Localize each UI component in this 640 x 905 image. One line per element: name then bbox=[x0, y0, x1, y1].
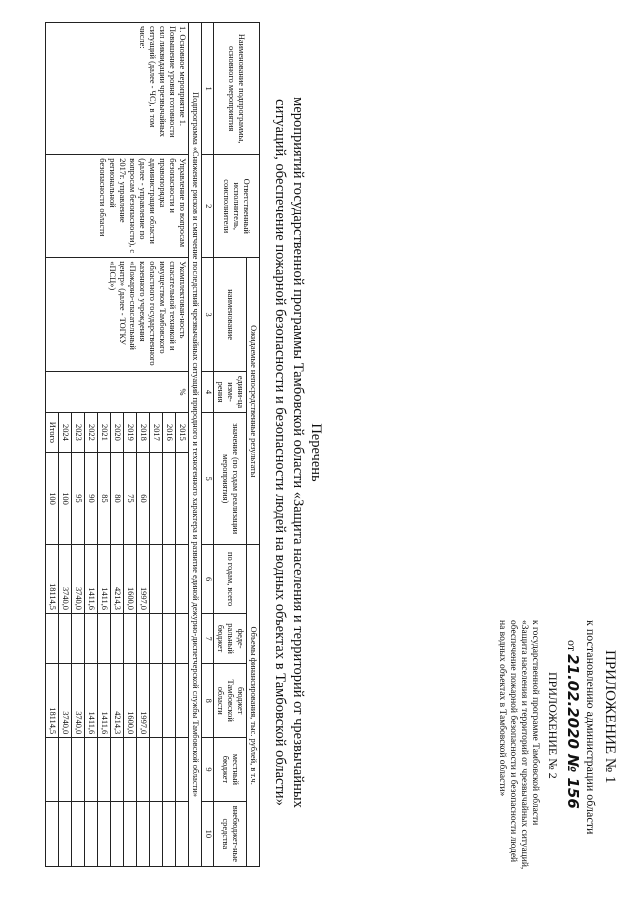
row-regional: 1997,0 bbox=[137, 664, 150, 738]
main-measure-name: 1. Основное мероприятие 1. Повышение уровня готовности сил ликвидации чрезвычайных ситуаций (далее - ЧС), в том числе: bbox=[46, 23, 189, 155]
col-num: 7 bbox=[202, 613, 214, 663]
col-num: 1 bbox=[202, 23, 214, 155]
row-extra bbox=[59, 801, 72, 866]
row-extra bbox=[137, 801, 150, 866]
row-total: 1411,6 bbox=[98, 545, 111, 614]
row-year: 2023 bbox=[72, 413, 85, 453]
row-year: 2020 bbox=[111, 413, 124, 453]
row-value: 95 bbox=[72, 452, 85, 545]
col-num: 10 bbox=[202, 801, 214, 866]
row-value: 90 bbox=[85, 452, 98, 545]
row-federal bbox=[72, 613, 85, 663]
document-subtitle-1: мероприятий государственной программы Тамбовской области «Защита населения и территорий от чрезвычайных bbox=[290, 97, 306, 808]
document-subtitle-2: ситуаций, обеспечение пожарной безопасности и безопасности людей на водных объектах в Тамбовской области» bbox=[272, 99, 288, 806]
row-local bbox=[98, 738, 111, 801]
col-num: 2 bbox=[202, 155, 214, 258]
row-extra bbox=[46, 801, 59, 866]
row-total bbox=[163, 545, 176, 614]
col-num: 6 bbox=[202, 545, 214, 614]
row-regional: 3740,0 bbox=[59, 664, 72, 738]
header-expected-results: Ожидаемые непосредственные результаты bbox=[247, 258, 260, 545]
table-row bbox=[176, 23, 189, 867]
decree-date-line bbox=[564, 640, 582, 809]
row-year: 2015 bbox=[176, 413, 189, 453]
header-extrabudget: внебюджет-ные средства bbox=[214, 801, 247, 866]
row-federal bbox=[137, 613, 150, 663]
subprogram-title: Подпрограмма «Снижение рисков и смягчение последствий чрезвычайных ситуаций природного и техногенного характера и развитие единой дежурно-диспетчерской службы Тамбовской области» bbox=[189, 23, 202, 867]
document-title: Перечень bbox=[308, 423, 324, 482]
col-num: 9 bbox=[202, 738, 214, 801]
row-regional: 1411,6 bbox=[85, 664, 98, 738]
row-local bbox=[137, 738, 150, 801]
program-note-3: обеспечение пожарной безопасности и безопасности людей bbox=[508, 620, 518, 863]
row-federal bbox=[98, 613, 111, 663]
row-value: 80 bbox=[111, 452, 124, 545]
appendix-1-label: ПРИЛОЖЕНИЕ № 1 bbox=[602, 650, 618, 784]
row-year: 2024 bbox=[59, 413, 72, 453]
row-value bbox=[150, 452, 163, 545]
row-total: 18114,5 bbox=[46, 545, 59, 614]
row-total: 4214,3 bbox=[111, 545, 124, 614]
row-regional bbox=[176, 664, 189, 738]
handwritten-date-signature: 21.02.2020 № 156 bbox=[564, 654, 582, 809]
header-regional: бюджет Тамбовской области bbox=[214, 664, 247, 738]
row-regional: 1411,6 bbox=[98, 664, 111, 738]
row-extra bbox=[124, 801, 137, 866]
row-local bbox=[111, 738, 124, 801]
header-responsible: Ответственный исполнитель, соисполнители bbox=[214, 155, 260, 258]
row-value: 100 bbox=[59, 452, 72, 545]
row-regional: 3740,0 bbox=[72, 664, 85, 738]
row-value: 60 bbox=[137, 452, 150, 545]
row-extra bbox=[150, 801, 163, 866]
program-note-1: к государственной программе Тамбовской области bbox=[530, 620, 540, 826]
row-regional: 4214,3 bbox=[111, 664, 124, 738]
indicator-name: Укомплектован-ность спасательной техникой и имуществом Тамбовского областного государственного казенного учреждения «Пожарно-спасательный центр» (далее - ТОГКУ «ПСЦ») bbox=[46, 258, 189, 372]
indicator-unit: % bbox=[46, 371, 189, 412]
col-num: 8 bbox=[202, 664, 214, 738]
header-total: по годам, всего bbox=[214, 545, 247, 614]
header-financing: Объемы финансирования, тыс. рублей, в т.ч. bbox=[247, 545, 260, 867]
row-regional: 18114,5 bbox=[46, 664, 59, 738]
row-federal bbox=[46, 613, 59, 663]
row-total: 3740,0 bbox=[72, 545, 85, 614]
row-extra bbox=[176, 801, 189, 866]
row-federal bbox=[150, 613, 163, 663]
row-extra bbox=[85, 801, 98, 866]
row-federal bbox=[163, 613, 176, 663]
row-year: 2021 bbox=[98, 413, 111, 453]
program-note-2: «Защита населения и территорий от чрезвычайных ситуаций, bbox=[519, 620, 529, 870]
row-year: 2016 bbox=[163, 413, 176, 453]
responsible-executor: Управление по вопросам безопасности и правопорядка администрации области (далее - управление по вопросам безопасности), с 2017г. управление региональной безопасности области bbox=[46, 155, 189, 258]
header-unit: едини-ца изме-рения bbox=[214, 371, 247, 412]
row-local bbox=[163, 738, 176, 801]
row-federal bbox=[124, 613, 137, 663]
header-name: Наименование подпрограммы, основного мероприятия bbox=[214, 23, 260, 155]
row-value: 75 bbox=[124, 452, 137, 545]
header-indicator-name: наименование bbox=[214, 258, 247, 372]
row-regional: 1600,0 bbox=[124, 664, 137, 738]
measures-table bbox=[45, 22, 260, 867]
row-year: 2022 bbox=[85, 413, 98, 453]
header-local: местный бюджет bbox=[214, 738, 247, 801]
col-num: 4 bbox=[202, 371, 214, 412]
row-federal bbox=[85, 613, 98, 663]
row-extra bbox=[163, 801, 176, 866]
row-local bbox=[46, 738, 59, 801]
header-value: значение (по годам реализации мероприятия) bbox=[214, 413, 247, 545]
row-total: 1997,0 bbox=[137, 545, 150, 614]
column-numbers-row bbox=[202, 23, 214, 867]
row-federal bbox=[59, 613, 72, 663]
row-value bbox=[176, 452, 189, 545]
row-year: Итого bbox=[46, 413, 59, 453]
row-regional bbox=[163, 664, 176, 738]
decree-reference: к постановлению администрации области bbox=[584, 620, 598, 835]
row-total: 1600,0 bbox=[124, 545, 137, 614]
row-extra bbox=[98, 801, 111, 866]
row-value: 100 bbox=[46, 452, 59, 545]
row-value bbox=[163, 452, 176, 545]
row-local bbox=[150, 738, 163, 801]
date-prefix: от bbox=[565, 640, 579, 652]
col-num: 3 bbox=[202, 258, 214, 372]
row-year: 2017 bbox=[150, 413, 163, 453]
row-extra bbox=[72, 801, 85, 866]
row-local bbox=[124, 738, 137, 801]
row-regional bbox=[150, 664, 163, 738]
program-note-4: на водных объектах в Тамбовской области» bbox=[497, 620, 507, 797]
row-total bbox=[150, 545, 163, 614]
col-num: 5 bbox=[202, 413, 214, 545]
row-value: 85 bbox=[98, 452, 111, 545]
row-total: 1411,6 bbox=[85, 545, 98, 614]
row-federal bbox=[176, 613, 189, 663]
appendix-2-label: ПРИЛОЖЕНИЕ № 2 bbox=[546, 672, 560, 779]
row-total: 3740,0 bbox=[59, 545, 72, 614]
row-federal bbox=[111, 613, 124, 663]
row-local bbox=[59, 738, 72, 801]
row-local bbox=[72, 738, 85, 801]
row-total bbox=[176, 545, 189, 614]
row-local bbox=[85, 738, 98, 801]
row-year: 2018 bbox=[137, 413, 150, 453]
header-federal: феде-ральный бюджет bbox=[214, 613, 247, 663]
row-extra bbox=[111, 801, 124, 866]
row-year: 2019 bbox=[124, 413, 137, 453]
row-local bbox=[176, 738, 189, 801]
